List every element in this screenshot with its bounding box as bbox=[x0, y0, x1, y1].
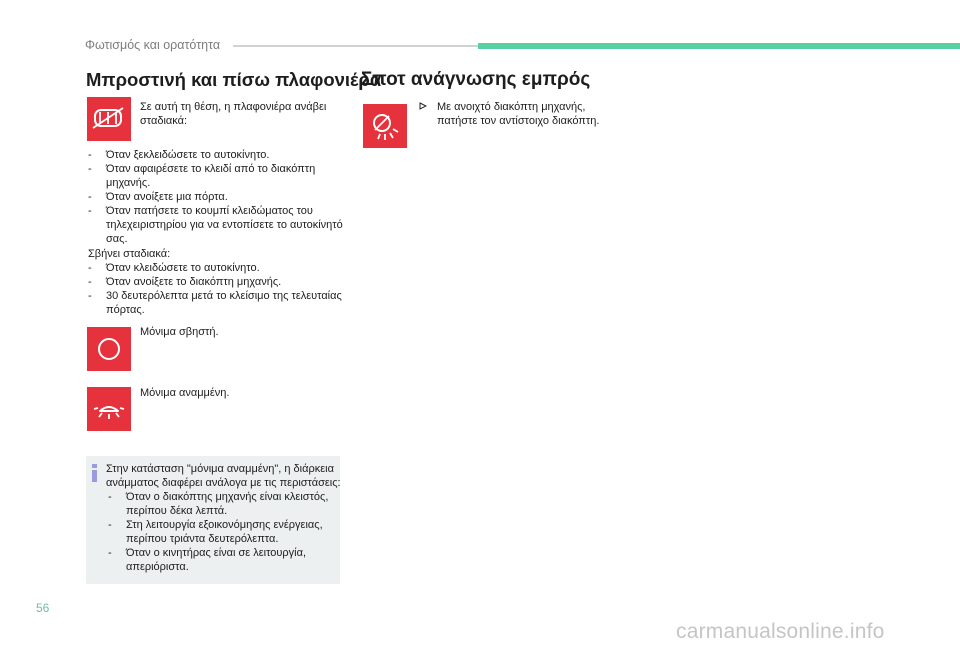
right-text: Με ανοιχτό διακόπτη μηχανής, πατήστε τον αντίστοιχο διακόπτη. bbox=[437, 101, 600, 128]
state-off-label: Μόνιμα σβηστή. bbox=[140, 326, 219, 338]
note-text: Στην κατάσταση "μόνιμα αναμμένη", η διάρκεια ανάμματος διαφέρει ανάλογα με τις περιστάσεις: bbox=[106, 463, 341, 490]
intro-text: Σε αυτή τη θέση, η πλαφονιέρα ανάβει σταδιακά: bbox=[140, 101, 327, 128]
off-title: Σβήνει σταδιακά: bbox=[88, 248, 171, 260]
ceiling-lamp-icon bbox=[87, 97, 131, 141]
watermark: carmanualsonline.info bbox=[676, 620, 885, 643]
state-on-label: Μόνιμα αναμμένη. bbox=[140, 387, 230, 399]
reading-spot-icon bbox=[363, 104, 407, 148]
header-divider bbox=[233, 45, 478, 47]
arrow-icon bbox=[419, 102, 427, 112]
page-number: 56 bbox=[36, 601, 50, 615]
section-header: Φωτισμός και ορατότητα bbox=[85, 38, 221, 52]
lamp-off-icon bbox=[87, 327, 131, 371]
right-heading: Σποτ ανάγνωσης εμπρός bbox=[361, 69, 591, 90]
left-heading: Μπροστινή και πίσω πλαφονιέρα bbox=[86, 69, 382, 90]
info-icon bbox=[92, 464, 98, 482]
header-accent-bar bbox=[478, 43, 960, 49]
lamp-on-icon bbox=[87, 387, 131, 431]
